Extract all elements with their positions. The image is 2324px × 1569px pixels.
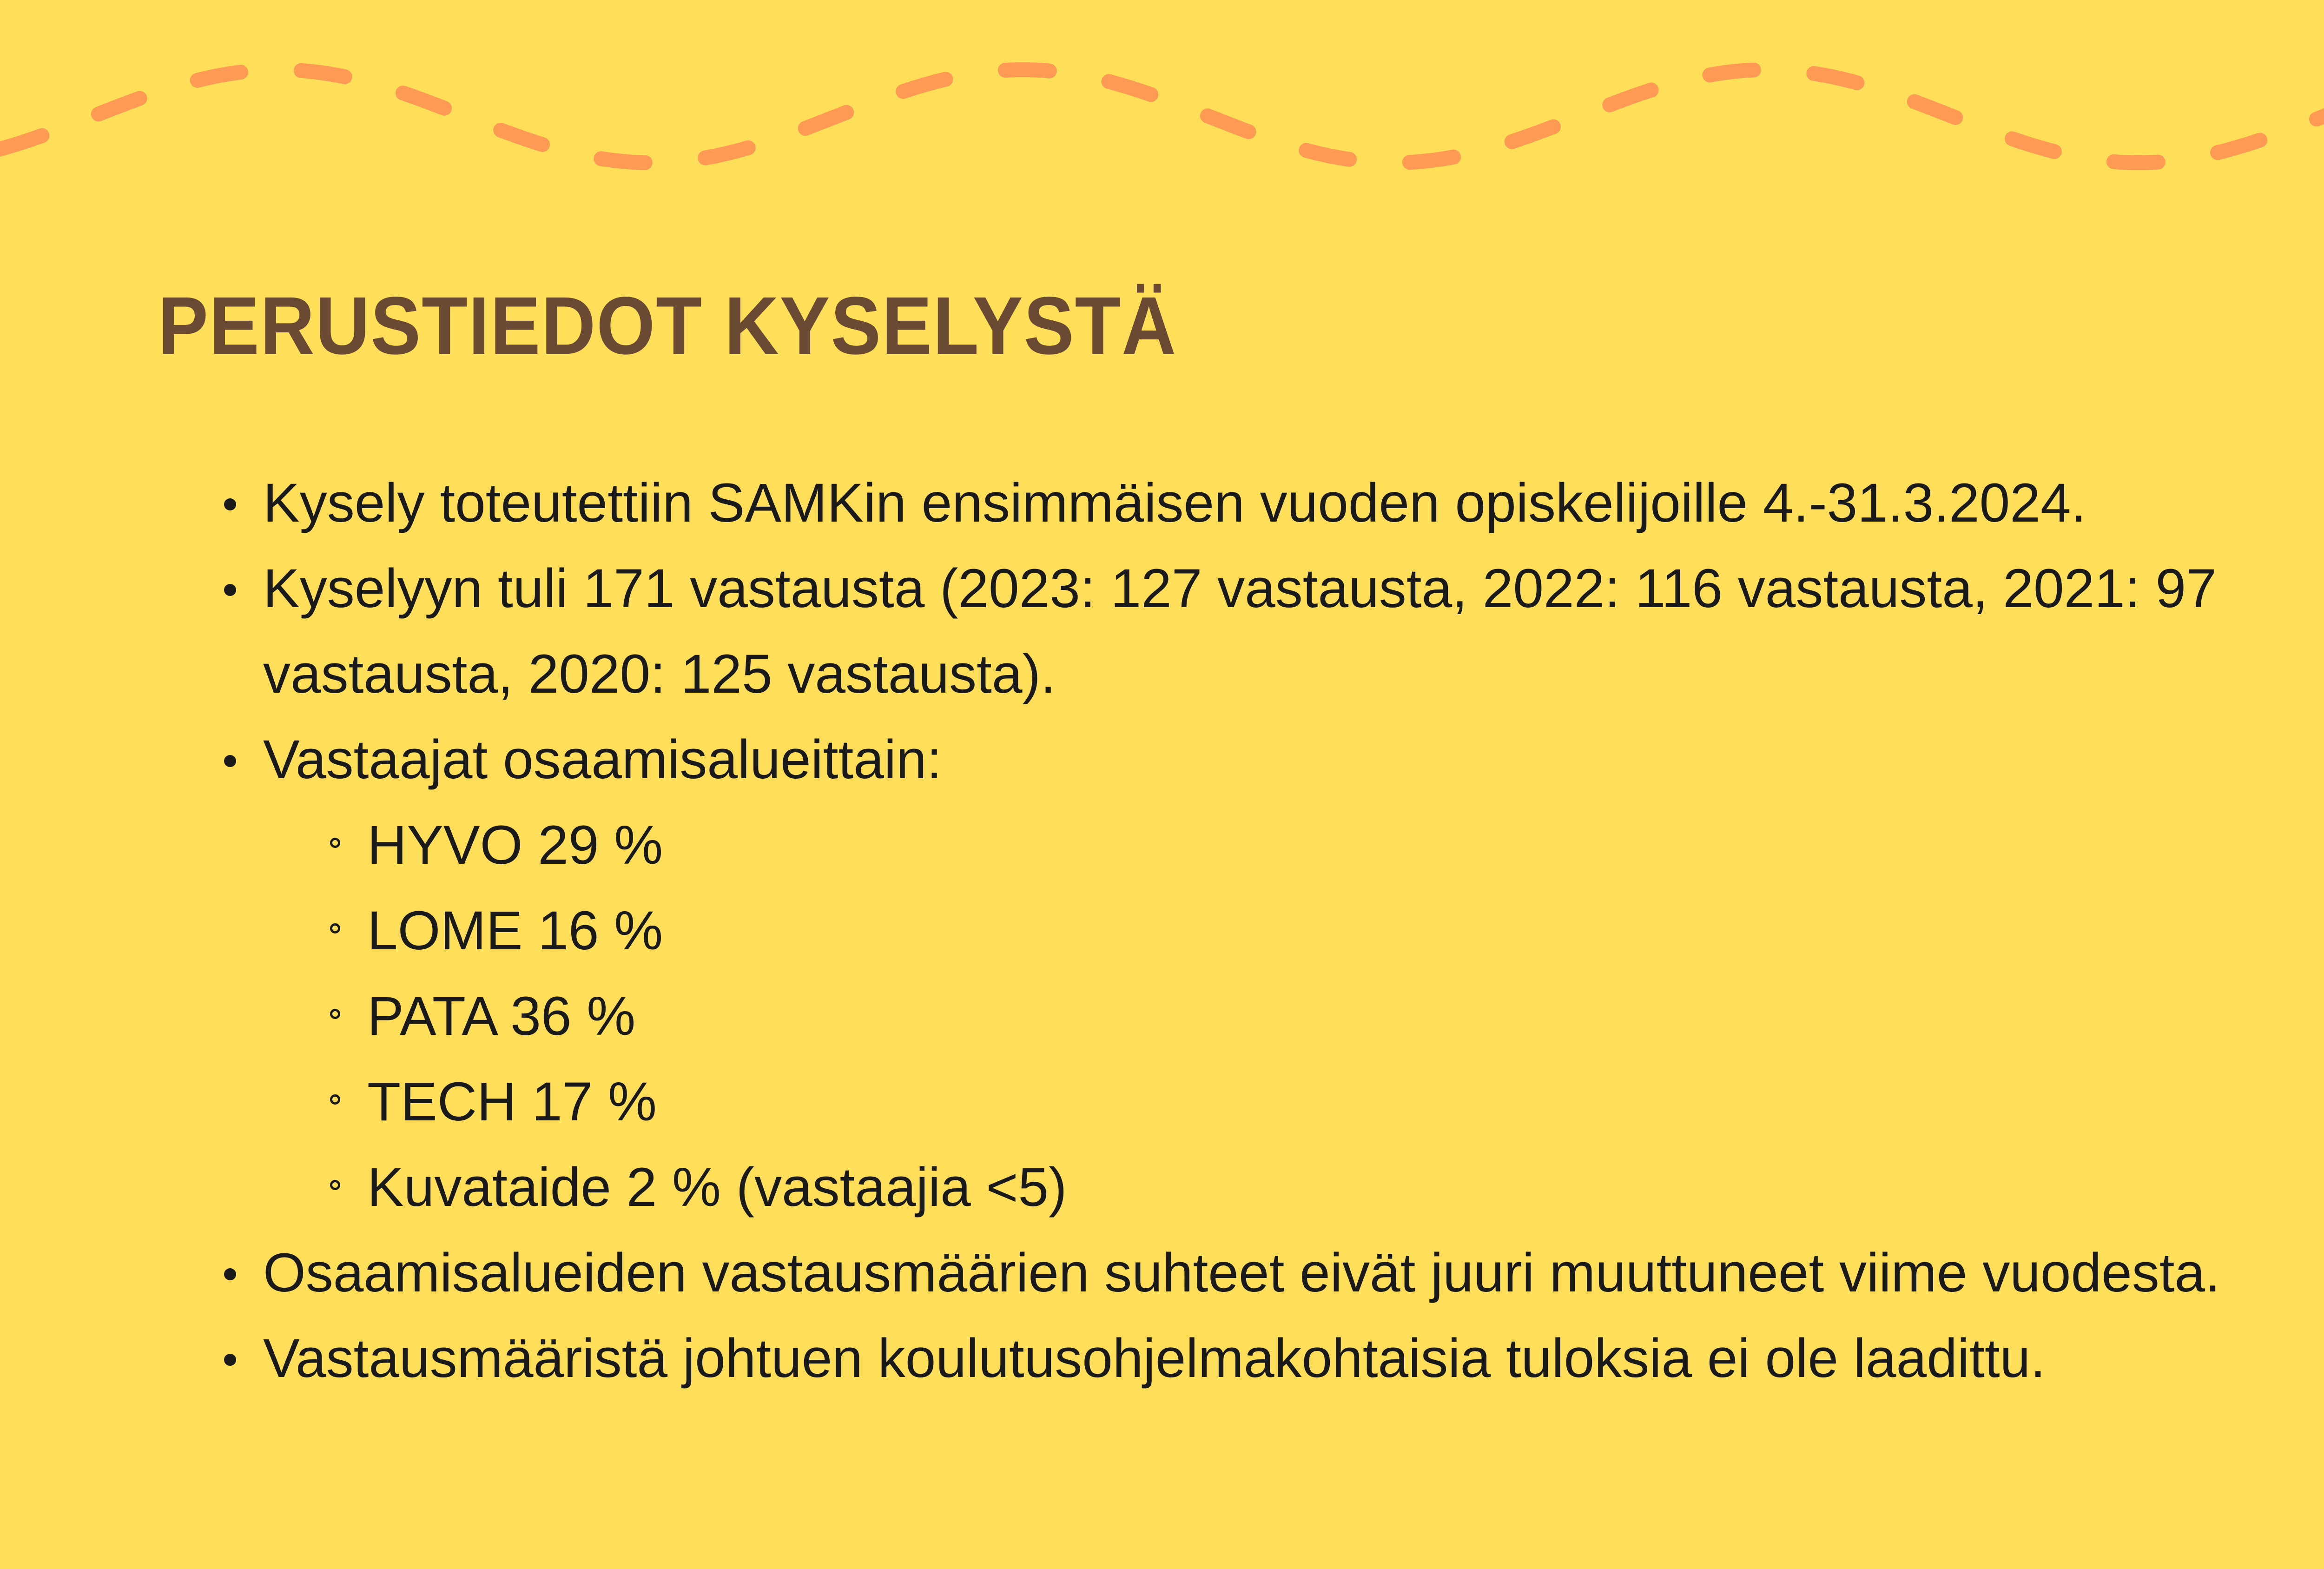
sub-list-item [214, 973, 2324, 1059]
bullet-dot-icon [224, 1268, 236, 1280]
bullet-circle-icon [330, 1180, 340, 1190]
sub-list-item [214, 888, 2324, 973]
bullet-circle-icon [330, 1009, 340, 1019]
sub-list-item-text: TECH 17 % [367, 1071, 657, 1132]
sub-list-item-text: PATA 36 % [367, 986, 636, 1047]
bullet-circle-icon [330, 1094, 340, 1105]
bullet-circle-icon [330, 838, 340, 848]
list-item [214, 460, 2324, 546]
list-item-text: Kyselyyn tuli 171 vastausta (2023: 127 vastausta, 2022: 116 vastausta, 2021: 97 [263, 558, 2217, 619]
main-bullet-list [214, 460, 2324, 1401]
bullet-list-area [214, 460, 2324, 1401]
bullet-dot-icon [224, 1354, 236, 1366]
list-item [214, 546, 2324, 717]
list-item-text: Vastaajat osaamisalueittain: [263, 729, 942, 790]
sub-list-item-text: HYVO 29 % [367, 814, 663, 876]
list-item [214, 717, 2324, 1230]
bullet-dot-icon [224, 584, 236, 596]
sub-list-item [214, 802, 2324, 888]
sub-list-item [214, 1145, 2324, 1230]
sub-bullet-list [214, 802, 2324, 1230]
list-item-text-continued: vastausta, 2020: 125 vastausta). [263, 643, 1056, 705]
bullet-dot-icon [224, 755, 236, 767]
list-item [214, 1230, 2324, 1316]
list-item-text: Vastausmääristä johtuen koulutusohjelmakohtaisia tuloksia ei ole laadittu. [263, 1328, 2046, 1389]
list-item [214, 1316, 2324, 1401]
page-title: PERUSTIEDOT KYSELYSTÄ [158, 280, 1177, 371]
bullet-dot-icon [224, 498, 236, 510]
bullet-circle-icon [330, 923, 340, 933]
sub-list-item [214, 1059, 2324, 1145]
sub-list-item-text: LOME 16 % [367, 900, 663, 961]
sub-list-item-text: Kuvataide 2 % (vastaajia <5) [367, 1157, 1067, 1218]
list-item-text: Kysely toteutettiin SAMKin ensimmäisen vuoden opiskelijoille 4.-31.3.2024. [263, 472, 2086, 534]
list-item-text: Osaamisalueiden vastausmäärien suhteet eivät juuri muuttuneet viime vuodesta. [263, 1242, 2220, 1304]
decorative-dashed-wave [0, 0, 2324, 195]
